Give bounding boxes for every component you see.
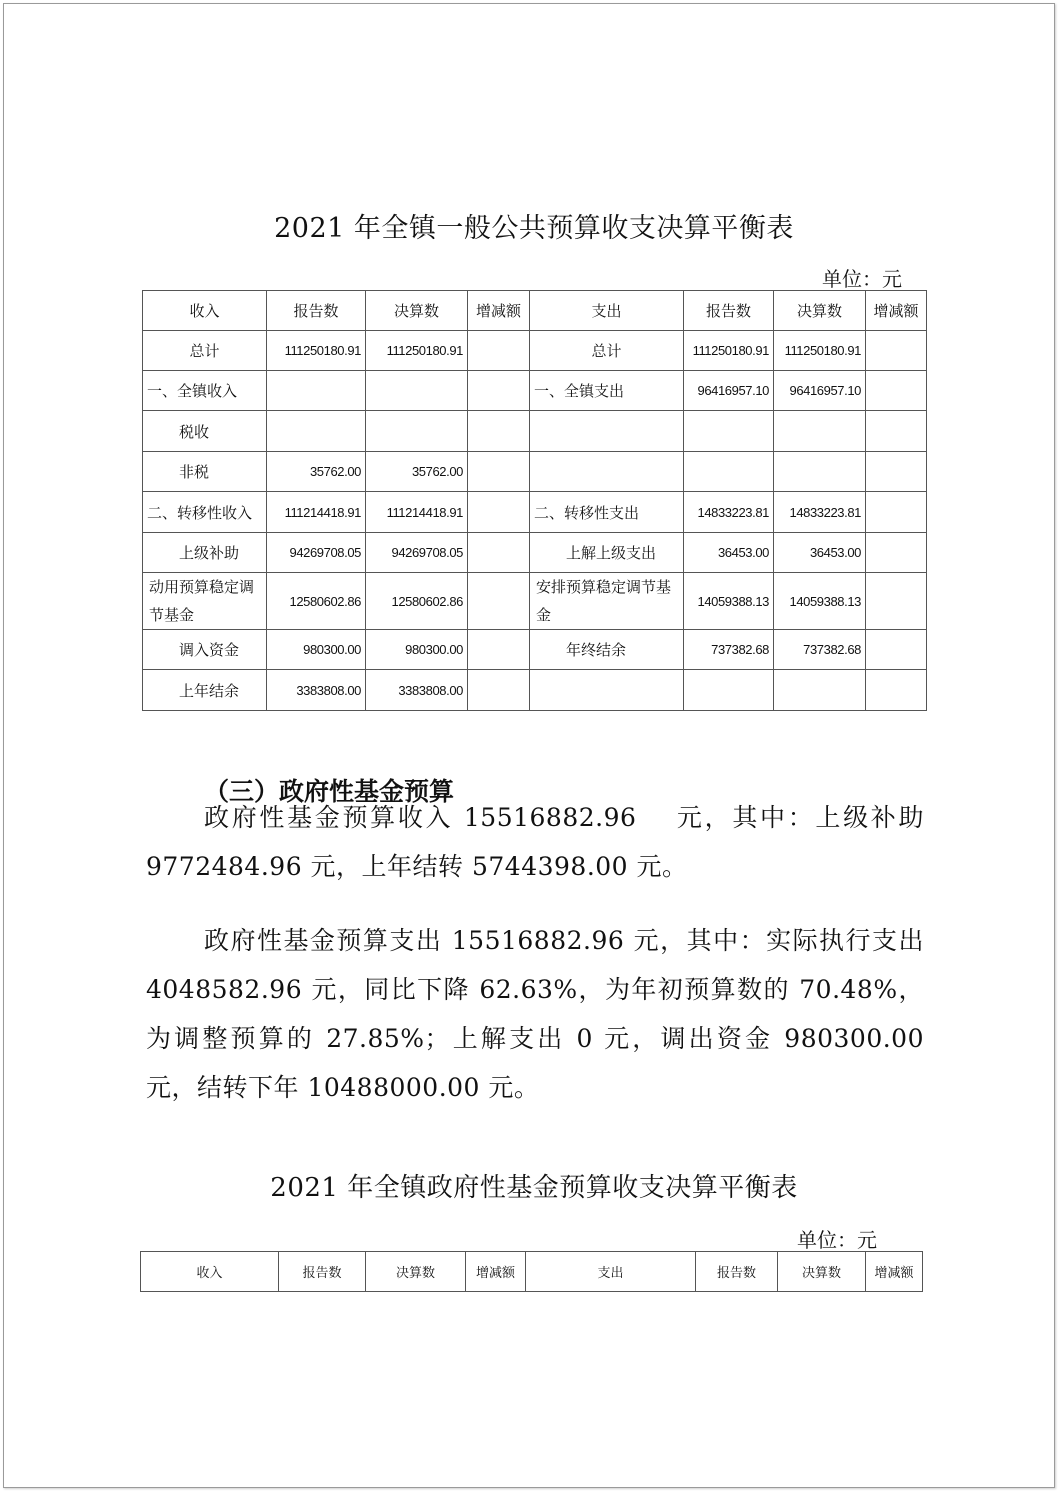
expense-change — [866, 331, 927, 371]
expense-item: 一、全镇支出 — [530, 371, 684, 411]
expense-item: 上解上级支出 — [530, 533, 684, 573]
header-cell: 决算数 — [774, 291, 866, 331]
income-final: 980300.00 — [366, 630, 468, 670]
income-item: 税收 — [143, 411, 267, 452]
table1-title: 2021 年全镇一般公共预算收支决算平衡表 — [274, 213, 794, 244]
paragraph-fund-expense: 政府性基金预算支出 15516882.96 元，其中：实际执行支出 4048582.96 元，同比下降 62.63%，为年初预算数的 70.48%，为调整预算的 27.85%；上解支出 0 元，调出资金 980300.00 元，结转下年 10488000.00 元。 — [146, 926, 924, 1102]
table2-unit: 单位：元 — [797, 1228, 877, 1252]
income-item: 二、转移性收入 — [143, 492, 267, 533]
header-cell: 报告数 — [267, 291, 366, 331]
income-change — [468, 411, 530, 452]
expense-item: 总计 — [530, 331, 684, 371]
header-cell: 收入 — [141, 1252, 279, 1292]
income-change — [468, 670, 530, 711]
table-header-row — [143, 291, 927, 331]
expense-final: 96416957.10 — [774, 371, 866, 411]
expense-final — [774, 452, 866, 492]
table1-unit: 单位：元 — [822, 267, 902, 291]
expense-final: 737382.68 — [774, 630, 866, 670]
income-report — [267, 411, 366, 452]
income-change — [468, 573, 530, 630]
expense-item: 年终结余 — [530, 630, 684, 670]
income-report — [267, 371, 366, 411]
income-change — [468, 371, 530, 411]
expense-change — [866, 630, 927, 670]
header-cell: 报告数 — [684, 291, 774, 331]
expense-report: 737382.68 — [684, 630, 774, 670]
expense-report — [684, 411, 774, 452]
section-heading: （三）政府性基金预算 — [204, 777, 455, 806]
income-final: 94269708.05 — [366, 533, 468, 573]
paragraph-fund-income: 政府性基金预算收入 15516882.96 元，其中：上级补助 9772484.96 元，上年结转 5744398.00 元。 — [146, 803, 924, 881]
header-cell: 增减额 — [866, 1252, 923, 1292]
income-change — [468, 331, 530, 371]
income-final — [366, 411, 468, 452]
table-row — [143, 573, 927, 630]
expense-change — [866, 371, 927, 411]
expense-final: 14833223.81 — [774, 492, 866, 533]
income-final: 12580602.86 — [366, 573, 468, 630]
expense-report: 14059388.13 — [684, 573, 774, 630]
income-item: 调入资金 — [143, 630, 267, 670]
fund-budget-balance-table — [140, 1251, 923, 1292]
table-row — [143, 533, 927, 573]
expense-final: 14059388.13 — [774, 573, 866, 630]
expense-change — [866, 573, 927, 630]
income-final — [366, 371, 468, 411]
expense-item — [530, 411, 684, 452]
income-report: 980300.00 — [267, 630, 366, 670]
expense-report — [684, 452, 774, 492]
expense-item — [530, 452, 684, 492]
income-change — [468, 452, 530, 492]
expense-final: 111250180.91 — [774, 331, 866, 371]
expense-report: 14833223.81 — [684, 492, 774, 533]
income-report: 111250180.91 — [267, 331, 366, 371]
expense-change — [866, 411, 927, 452]
header-cell: 报告数 — [696, 1252, 778, 1292]
income-report: 3383808.00 — [267, 670, 366, 711]
table-header-row — [141, 1252, 923, 1292]
expense-final — [774, 411, 866, 452]
document-page — [3, 3, 1055, 1488]
income-final: 35762.00 — [366, 452, 468, 492]
table-row — [143, 331, 927, 371]
table-row — [143, 371, 927, 411]
table-row — [143, 630, 927, 670]
income-final: 111214418.91 — [366, 492, 468, 533]
income-item: 上年结余 — [143, 670, 267, 711]
income-report: 35762.00 — [267, 452, 366, 492]
income-item: 一、全镇收入 — [143, 371, 267, 411]
expense-final: 36453.00 — [774, 533, 866, 573]
header-cell: 决算数 — [366, 1252, 466, 1292]
income-report: 94269708.05 — [267, 533, 366, 573]
table2-title: 2021 年全镇政府性基金预算收支决算平衡表 — [270, 1173, 798, 1203]
table-row — [143, 452, 927, 492]
header-cell: 报告数 — [279, 1252, 366, 1292]
income-report: 111214418.91 — [267, 492, 366, 533]
income-change — [468, 492, 530, 533]
income-item: 上级补助 — [143, 533, 267, 573]
expense-report: 96416957.10 — [684, 371, 774, 411]
header-cell: 决算数 — [366, 291, 468, 331]
income-item: 总计 — [143, 331, 267, 371]
income-item: 动用预算稳定调节基金 — [143, 573, 267, 630]
expense-report: 36453.00 — [684, 533, 774, 573]
income-change — [468, 533, 530, 573]
expense-item — [530, 670, 684, 711]
table-row — [143, 670, 927, 711]
expense-item: 安排预算稳定调节基金 — [530, 573, 684, 630]
expense-change — [866, 452, 927, 492]
income-change — [468, 630, 530, 670]
table-row — [143, 492, 927, 533]
header-cell: 支出 — [526, 1252, 696, 1292]
header-cell: 增减额 — [866, 291, 927, 331]
header-cell: 支出 — [530, 291, 684, 331]
income-item: 非税 — [143, 452, 267, 492]
general-budget-balance-table — [142, 290, 927, 711]
income-final: 3383808.00 — [366, 670, 468, 711]
expense-final — [774, 670, 866, 711]
income-report: 12580602.86 — [267, 573, 366, 630]
table-row — [143, 411, 927, 452]
header-cell: 增减额 — [468, 291, 530, 331]
expense-change — [866, 492, 927, 533]
expense-change — [866, 670, 927, 711]
expense-change — [866, 533, 927, 573]
header-cell: 决算数 — [778, 1252, 866, 1292]
expense-item: 二、转移性支出 — [530, 492, 684, 533]
expense-report — [684, 670, 774, 711]
header-cell: 收入 — [143, 291, 267, 331]
expense-report: 111250180.91 — [684, 331, 774, 371]
header-cell: 增减额 — [466, 1252, 526, 1292]
income-final: 111250180.91 — [366, 331, 468, 371]
